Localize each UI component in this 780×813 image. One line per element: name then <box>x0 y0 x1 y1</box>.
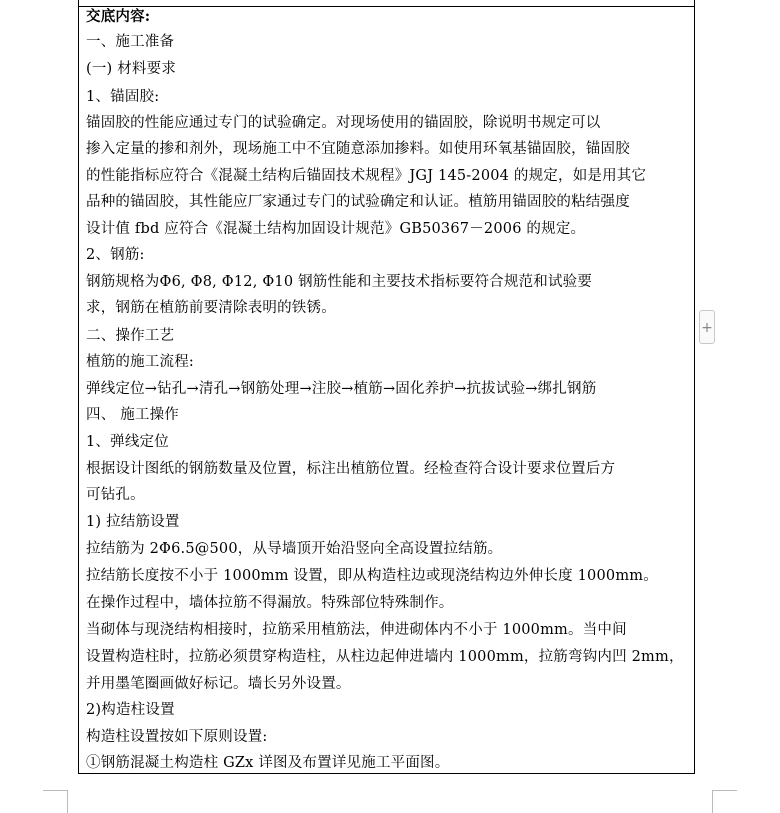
document-line: 1、弹线定位 <box>86 434 169 450</box>
document-line: 一、施工准备 <box>86 34 175 50</box>
document-line: 拉结筋为 2Φ6.5@500，从导墙顶开始沿竖向全高设置拉结筋。 <box>86 541 503 557</box>
document-line: 构造柱设置按如下原则设置: <box>86 729 268 745</box>
document-line: 设计值 fbd 应符合《混凝土结构加固设计规范》GB50367－2006 的规定。 <box>86 221 586 237</box>
document-line: 四、 施工操作 <box>86 407 180 423</box>
document-line: 掺入定量的掺和剂外，现场施工中不宜随意添加掺料。如使用环氧基锚固胶，锚固胶 <box>86 141 630 157</box>
document-line: 设置构造柱时，拉筋必须贯穿构造柱，从柱边起伸进墙内 1000mm，拉筋弯钩内凹 2mm， <box>86 649 684 665</box>
document-line: 并用墨笔圈画做好标记。墙长另外设置。 <box>86 676 351 692</box>
page-corner-marker-left <box>43 790 68 813</box>
document-line: 二、操作工艺 <box>86 328 175 344</box>
document-line: 1) 拉结筋设置 <box>86 514 180 530</box>
document-line: 弹线定位→钻孔→清孔→钢筋处理→注胶→植筋→固化养护→抗拔试验→绑扎钢筋 <box>86 381 597 397</box>
table-top-border <box>78 6 695 7</box>
page-corner-marker-right <box>712 790 737 813</box>
document-line: 求，钢筋在植筋前要清除表明的铁锈。 <box>86 300 336 316</box>
document-line: 交底内容: <box>86 8 151 25</box>
document-line: 可钻孔。 <box>86 487 145 503</box>
document-line: 品种的锚固胶，其性能应厂家通过专门的试验确定和认证。植筋用锚固胶的粘结强度 <box>86 194 630 210</box>
document-line: 钢筋规格为Φ6, Φ8, Φ12, Φ10 钢筋性能和主要技术指标要符合规范和试验要 <box>86 274 593 290</box>
document-line: 2)构造柱设置 <box>86 702 175 718</box>
document-line: 在操作过程中，墙体拉筋不得漏放。特殊部位特殊制作。 <box>86 595 454 611</box>
document-line: 的性能指标应符合《混凝土结构后锚固技术规程》JGJ 145-2004 的规定，如是用其它 <box>86 168 647 184</box>
document-line: 植筋的施工流程: <box>86 354 194 370</box>
document-line: 1、锚固胶: <box>86 89 160 105</box>
document-line: 当砌体与现浇结构相接时，拉筋采用植筋法，伸进砌体内不小于 1000mm。当中间 <box>86 622 627 638</box>
document-line: ①钢筋混凝土构造柱 GZx 详图及布置详见施工平面图。 <box>86 755 450 771</box>
document-line: (一) 材料要求 <box>86 61 177 77</box>
document-line: 根据设计图纸的钢筋数量及位置，标注出植筋位置。经检查符合设计要求位置后方 <box>86 461 616 477</box>
document-line: 拉结筋长度按不小于 1000mm 设置，即从构造柱边或现浇结构边外伸长度 1000mm。 <box>86 568 658 584</box>
document-line: 锚固胶的性能应通过专门的试验确定。对现场使用的锚固胶，除说明书规定可以 <box>86 115 601 131</box>
document-line: 2、钢筋: <box>86 247 145 263</box>
add-row-button[interactable]: + <box>699 310 715 344</box>
